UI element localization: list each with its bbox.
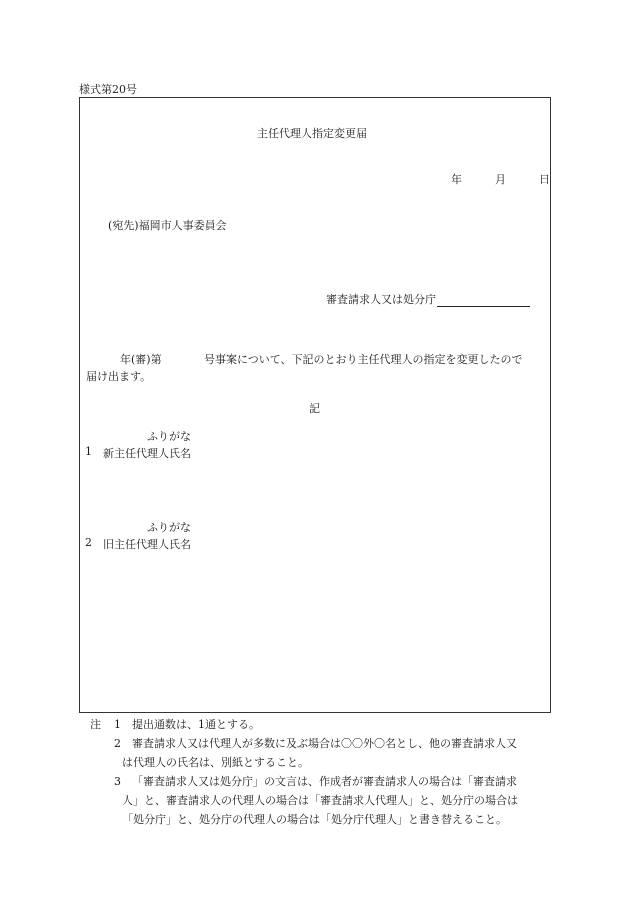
new-representative-label: 新主任代理人氏名 [103, 447, 191, 460]
furigana-label: ふりがな [147, 430, 191, 443]
note-text: 人」と、審査請求人の代理人の場合は「審査請求人代理人」と、処分庁の場合は [122, 794, 518, 807]
notes-heading: 注 [90, 718, 101, 731]
date-day: 日 [539, 173, 550, 186]
body-text-year: 年(審)第 [120, 353, 162, 366]
note-number: 1 [114, 718, 121, 731]
requester-field [326, 291, 530, 307]
item-number: 2 [85, 536, 92, 549]
body-text-line2: 届け出ます。 [86, 370, 152, 383]
note-text: 「審査請求人又は処分庁」の文言は、作成者が審査請求人の場合は「審査請求 [132, 775, 517, 788]
note-number: 3 [114, 775, 121, 788]
addressee: (宛先)福岡市人事委員会 [108, 219, 227, 232]
requester-signature-line[interactable] [437, 294, 530, 307]
requester-label: 審査請求人又は処分庁 [326, 293, 436, 306]
form-title: 主任代理人指定変更届 [257, 127, 367, 140]
note-text: は代理人の氏名は、別紙とすること。 [122, 756, 309, 769]
body-text-line1: 号事案について、下記のとおり主任代理人の指定を変更したので [204, 353, 523, 366]
date-year: 年 [451, 173, 462, 186]
date-month: 月 [495, 173, 506, 186]
furigana-label: ふりがな [147, 521, 191, 534]
note-number: 2 [114, 737, 121, 750]
date-line [451, 171, 550, 187]
form-number: 様式第20号 [79, 83, 137, 96]
item-number: 1 [85, 445, 92, 458]
note-text: 審査請求人又は代理人が多数に及ぶ場合は〇〇外〇名とし、他の審査請求人又 [132, 737, 517, 750]
old-representative-label: 旧主任代理人氏名 [103, 538, 191, 551]
note-text: 「処分庁」と、処分庁の代理人の場合は「処分庁代理人」と書き替えること。 [122, 813, 507, 826]
ki-heading: 記 [309, 402, 320, 415]
note-text: 提出通数は、1通とする。 [132, 718, 260, 731]
